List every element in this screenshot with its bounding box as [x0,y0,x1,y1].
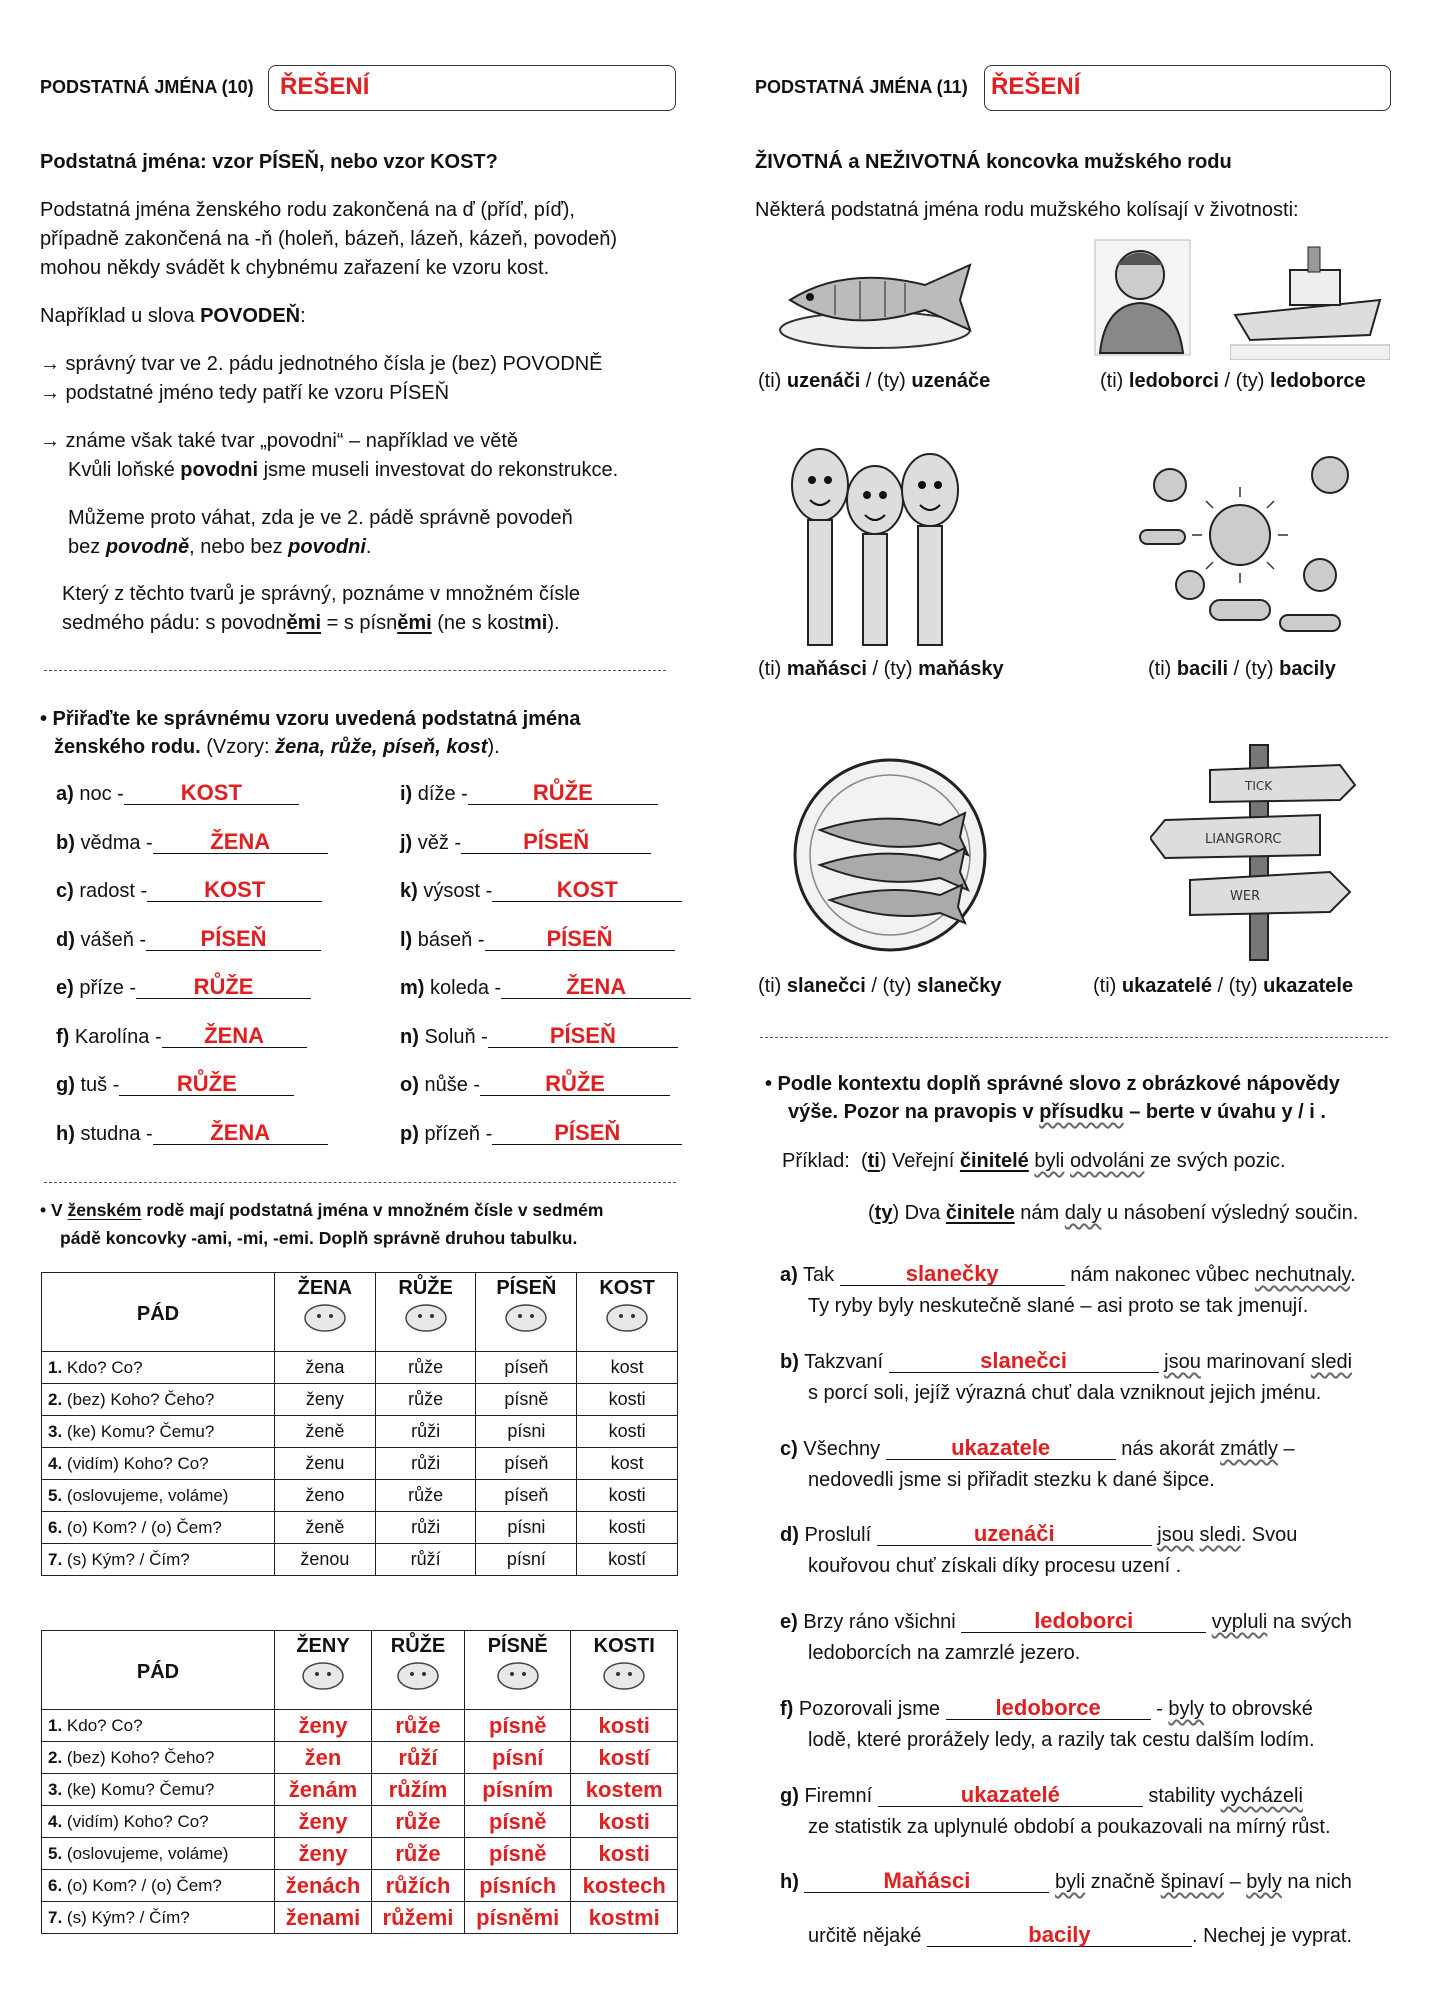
fill-answer[interactable]: slanečky [840,1263,1065,1286]
assign-answer[interactable]: KOST [492,879,682,902]
declension-cell[interactable]: růží [372,1742,465,1774]
fill-item: e) Brzy ráno všichni ledoborci vypluli na svých [780,1608,1352,1633]
declension-cell: písní [476,1544,577,1576]
intro-line-1: Podstatná jména ženského rodu zakončená na ď (příď, píď), [40,199,575,221]
hesitate-line-2: bez povodně, nebo bez povodni. [68,536,372,558]
assign-key: m) [400,977,425,999]
assign-key: b) [56,831,75,854]
caption-bacili: (ti) bacili / (ty) bacily [1148,658,1336,680]
fill-item: d) Proslulí uzenáči jsou sledi. Svou [780,1521,1298,1546]
case-label: 2. (bez) Koho? Čeho? [42,1384,275,1416]
declension-table-singular [41,1272,678,1576]
table-row [42,1902,678,1934]
pattern-icon [482,1300,570,1340]
fill-item-h: h) Maňásci byli značně špinaví – byly na nich [780,1868,1352,1893]
table-header-pattern: RŮŽE [375,1273,476,1352]
case-label: 3. (ke) Komu? Čemu? [42,1774,275,1806]
assign-word: věž - [417,831,462,854]
herrings-plate-icon [790,755,990,955]
declension-cell: kosti [577,1480,678,1512]
assign-key: o) [400,1074,419,1096]
fill-answer[interactable]: ukazatele [886,1437,1116,1460]
declension-cell: písně [476,1384,577,1416]
assign-answer[interactable]: ŽENA [501,976,691,999]
assign-row [400,828,651,855]
table-row [42,1416,678,1448]
declension-cell: kost [577,1448,678,1480]
hesitate-line-1: Můžeme proto váhat, zda je ve 2. pádě správně povodeň [68,507,573,529]
declension-cell[interactable]: kosti [571,1838,678,1870]
assign-row [56,1119,328,1146]
declension-cell: růže [375,1352,476,1384]
assign-row [56,1073,294,1097]
assign-key: j) [400,831,413,854]
assign-answer[interactable]: ŽENA [153,1122,328,1145]
assign-key: h) [56,1122,75,1145]
assign-word: koleda - [430,977,502,999]
assign-answer[interactable]: RŮŽE [480,1073,670,1096]
assign-key: k) [400,880,418,902]
assign-key: d) [56,928,75,951]
task1-line-2: ženského rodu. (Vzory: žena, růže, píseň, kost). [54,736,500,758]
table-row [42,1448,678,1480]
declension-cell: žena [275,1352,376,1384]
declension-cell[interactable]: růže [372,1710,465,1742]
assign-key: f) [56,1025,70,1048]
assign-key: c) [56,880,74,902]
fill-answer[interactable]: bacily [927,1924,1192,1947]
table-row [42,1742,678,1774]
sailor-icon [1085,235,1200,360]
intro-line-3: mohou někdy svádět k chybnému zařazení ke vzoru kost. [40,257,550,279]
table-header-pattern: ŽENY [275,1631,372,1710]
fill-item-line-2: kouřovou chuť získali díky procesu uzení . [808,1555,1182,1577]
fill-item-line-2: lodě, které prorážely ledy, a razily tak cestu dalším lodím. [808,1729,1315,1751]
fill-item: g) Firemní ukazatelé stability vycházeli [780,1782,1303,1807]
assign-word: vášeň - [80,928,147,951]
declension-cell: kosti [577,1512,678,1544]
case-label: 4. (vidím) Koho? Co? [42,1806,275,1838]
table-row [42,1710,678,1742]
assign-row [400,976,691,1000]
declension-cell: kost [577,1352,678,1384]
signpost-word-tick: TICK [1245,779,1273,793]
declension-cell[interactable]: růže [372,1838,465,1870]
declension-cell: ženu [275,1448,376,1480]
icebreaker-ship-icon [1230,235,1390,360]
assign-answer[interactable]: RŮŽE [468,782,658,805]
assign-row [56,879,322,903]
caption-uzenaci: (ti) uzenáči / (ty) uzenáče [758,370,991,392]
pattern-icon [378,1658,458,1698]
declension-cell[interactable]: písněmi [464,1902,570,1934]
fill-item: a) Tak slanečky nám nakonec vůbec nechutnaly. [780,1261,1356,1286]
table-header-case: PÁD [42,1631,275,1710]
declension-cell: růže [375,1384,476,1416]
assign-row [56,782,299,806]
declension-cell: kosti [577,1384,678,1416]
declension-cell[interactable]: žen [275,1742,372,1774]
case-label: 1. Kdo? Co? [42,1352,275,1384]
fill-answer[interactable]: ukazatelé [878,1784,1143,1807]
fill-answer[interactable]: uzenáči [877,1523,1152,1546]
assign-word: přízeň - [424,1122,493,1145]
declension-cell[interactable]: ženách [275,1870,372,1902]
assign-word: výsost - [423,880,493,902]
right-header-label: PODSTATNÁ JMÉNA (11) [755,77,968,97]
fill-item: b) Takzvaní slanečci jsou marinovaní sledi [780,1348,1353,1373]
fill-item-line-2: ze statistik za uplynulé období a poukazovali na mírný růst. [808,1816,1331,1838]
declension-cell[interactable]: kostmi [571,1902,678,1934]
declension-cell[interactable]: písním [464,1774,570,1806]
fill-item-line-2: Ty ryby byly neskutečně slané – asi proto se tak jmenují. [808,1295,1309,1317]
assign-word: díže - [417,783,468,805]
declension-cell: růži [375,1512,476,1544]
divider-3 [760,1037,1388,1038]
assign-word: příze - [79,977,137,999]
case-label: 7. (s) Kým? / Čím? [42,1544,275,1576]
pattern-icon [583,1300,671,1340]
right-header-solution: ŘEŠENÍ [991,73,1081,100]
table-header-case: PÁD [42,1273,275,1352]
declension-cell: růži [375,1448,476,1480]
case-label: 2. (bez) Koho? Čeho? [42,1742,275,1774]
assign-row [56,828,328,855]
declension-cell: ženou [275,1544,376,1576]
declension-cell[interactable]: ženám [275,1774,372,1806]
right-task-line-1: • Podle kontextu doplň správné slovo z obrázkové nápovědy [765,1073,1340,1095]
fill-item-line-2: nedovedli jsme si přiřadit stezku k dané šipce. [808,1469,1215,1491]
example-line-1: Příklad: (ti) Veřejní činitelé byli odvoláni ze svých pozic. [782,1150,1286,1172]
arrow-line-2: → podstatné jméno tedy patří ke vzoru PÍSEŇ [40,382,450,404]
assign-row [400,879,682,903]
assign-key: l) [400,928,413,951]
task1-line-1: • Přiřaďte ke správnému vzoru uvedená podstatná jména [40,708,581,730]
right-title: ŽIVOTNÁ a NEŽIVOTNÁ koncovka mužského rodu [755,151,1232,173]
declension-cell: růže [375,1480,476,1512]
pattern-icon [471,1658,564,1698]
assign-word: Karolína - [74,1025,162,1048]
case-label: 5. (oslovujeme, voláme) [42,1480,275,1512]
fill-item: c) Všechny ukazatele nás akorát zmátly – [780,1435,1295,1460]
declension-cell[interactable]: písně [464,1806,570,1838]
pattern-icon [382,1300,470,1340]
assign-answer[interactable]: KOST [147,879,322,902]
fill-item-h-line-2: určitě nějaké bacily . Nechej je vyprat. [808,1922,1353,1947]
table-header-pattern: ŽENA [275,1273,376,1352]
caption-ledoborci: (ti) ledoborci / (ty) ledoborce [1100,370,1366,392]
assign-answer[interactable]: PÍSEŇ [485,928,675,951]
fill-item-line-2: s porcí soli, jejíž výrazná chuť dala vzniknout jejich jménu. [808,1382,1322,1404]
case-label: 4. (vidím) Koho? Co? [42,1448,275,1480]
assign-key: g) [56,1074,75,1096]
signpost-word-wer: WER [1230,889,1261,904]
fill-item-line-2: ledoborcích na zamrzlé jezero. [808,1642,1081,1664]
declension-cell[interactable]: písní [464,1742,570,1774]
table-header-pattern: PÍSEŇ [476,1273,577,1352]
assign-word: vědma - [80,831,153,854]
fill-answer[interactable]: Maňásci [804,1870,1049,1893]
pattern-icon [577,1658,671,1698]
assign-answer[interactable]: PÍSEŇ [492,1122,682,1145]
table-row [42,1544,678,1576]
declension-cell: písni [476,1416,577,1448]
table-row [42,1870,678,1902]
case-label: 7. (s) Kým? / Čím? [42,1902,275,1934]
assign-answer[interactable]: RŮŽE [136,976,311,999]
assign-answer[interactable]: PÍSEŇ [461,831,651,854]
declension-table-plural [41,1630,678,1934]
declension-cell[interactable]: růžemi [372,1902,465,1934]
declension-cell[interactable]: růžích [372,1870,465,1902]
assign-answer[interactable]: KOST [124,782,299,805]
assign-row [400,1073,670,1097]
divider-1 [44,670,666,671]
signpost-icon [1150,740,1370,965]
table-row [42,1512,678,1544]
assign-row [56,976,311,1000]
assign-key: i) [400,783,413,805]
assign-word: báseň - [417,928,485,951]
assign-word: radost - [79,880,148,902]
caption-ukazatele: (ti) ukazatelé / (ty) ukazatele [1093,975,1354,997]
left-header-solution: ŘEŠENÍ [280,73,370,100]
task2-line-2: pádě koncovky -ami, -mi, -emi. Doplň správně druhou tabulku. [60,1228,578,1248]
table-row [42,1806,678,1838]
left-header-label: PODSTATNÁ JMÉNA (10) [40,77,254,97]
declension-cell[interactable]: kostem [571,1774,678,1806]
assign-key: e) [56,977,74,999]
declension-cell: růží [375,1544,476,1576]
assign-key: n) [400,1025,419,1048]
which-line-2: sedmého pádu: s povodněmi = s písněmi (ne s kostmi). [62,612,560,634]
intro-title: Podstatná jména: vzor PÍSEŇ, nebo vzor KOST? [40,151,498,173]
table-header-pattern: KOSTI [571,1631,678,1710]
task2-line-1: • V ženském rodě mají podstatná jména v množném čísle v sedmém [40,1200,604,1220]
assign-answer[interactable]: ŽENA [153,831,328,854]
declension-cell[interactable]: růžím [372,1774,465,1806]
case-label: 3. (ke) Komu? Čemu? [42,1416,275,1448]
which-line-1: Který z těchto tvarů je správný, poznáme v množném čísle [62,583,580,605]
declension-cell[interactable]: písně [464,1838,570,1870]
divider-2 [44,1182,676,1183]
table-header-pattern: KOST [577,1273,678,1352]
signpost-word-liangrorc: LIANGRORC [1205,832,1282,847]
declension-cell[interactable]: ženy [275,1838,372,1870]
table-header-pattern: RŮŽE [372,1631,465,1710]
declension-cell: písni [476,1512,577,1544]
declension-cell: píseň [476,1352,577,1384]
declension-cell: kostí [577,1544,678,1576]
declension-cell[interactable]: písně [464,1710,570,1742]
assign-word: studna - [80,1122,153,1145]
declension-cell: ženy [275,1384,376,1416]
declension-cell[interactable]: ženy [275,1710,372,1742]
table-row [42,1384,678,1416]
declension-cell: kosti [577,1416,678,1448]
fill-answer[interactable]: ledoborce [946,1697,1151,1720]
puppets-icon [780,430,970,650]
declension-cell: píseň [476,1480,577,1512]
declension-cell: růži [375,1416,476,1448]
right-subtitle: Některá podstatná jména rodu mužského kolísají v životnosti: [755,199,1299,221]
assign-word: nůše - [424,1074,481,1096]
table-header-pattern: PÍSNĚ [464,1631,570,1710]
assign-answer[interactable]: RŮŽE [119,1073,294,1096]
assign-key: p) [400,1122,419,1145]
example-line-2: (ty) Dva činitele nám daly u násobení výsledný součin. [868,1202,1359,1224]
assign-row [400,1119,682,1146]
declension-cell: ženo [275,1480,376,1512]
arrow-line-1: → správný tvar ve 2. pádu jednotného čísla je (bez) POVODNĚ [40,353,603,375]
assign-word: Soluň - [424,1025,488,1048]
fill-answer[interactable]: ledoborci [961,1610,1206,1633]
pattern-icon [281,1300,369,1340]
declension-cell[interactable]: písních [464,1870,570,1902]
declension-cell[interactable]: kostech [571,1870,678,1902]
declension-cell[interactable]: kosti [571,1806,678,1838]
assign-row [56,925,321,952]
declension-cell[interactable]: kosti [571,1710,678,1742]
case-label: 6. (o) Kom? / (o) Čem? [42,1870,275,1902]
declension-cell[interactable]: ženami [275,1902,372,1934]
assign-word: tuš - [80,1074,120,1096]
assign-row [400,782,658,806]
declension-cell[interactable]: růže [372,1806,465,1838]
declension-cell[interactable]: ženy [275,1806,372,1838]
declension-cell: ženě [275,1512,376,1544]
fill-item: f) Pozorovali jsme ledoborce - byly to obrovské [780,1695,1313,1720]
table-row [42,1774,678,1806]
assign-key: a) [56,783,74,805]
example-sentence: Kvůli loňské povodni jsme museli investovat do rekonstrukce. [68,459,619,481]
fish-plate-icon [765,245,985,355]
table-row [42,1480,678,1512]
assign-row [56,1022,307,1049]
case-label: 5. (oslovujeme, voláme) [42,1838,275,1870]
declension-cell[interactable]: kostí [571,1742,678,1774]
table-row [42,1838,678,1870]
caption-slanecci: (ti) slanečci / (ty) slanečky [758,975,1002,997]
assign-row [400,1022,678,1049]
assign-answer[interactable]: PÍSEŇ [146,928,321,951]
assign-answer[interactable]: ŽENA [162,1025,307,1048]
case-label: 1. Kdo? Co? [42,1710,275,1742]
right-task-line-2: výše. Pozor na pravopis v přísudku – berte v úvahu y / i . [788,1101,1326,1123]
bacteria-icon [1130,435,1370,645]
declension-cell: píseň [476,1448,577,1480]
assign-answer[interactable]: PÍSEŇ [488,1025,678,1048]
case-label: 6. (o) Kom? / (o) Čem? [42,1512,275,1544]
intro-line-2: případně zakončená na -ň (holeň, bázeň, lázeň, kázeň, povodeň) [40,228,618,250]
fill-answer[interactable]: slanečci [889,1350,1159,1373]
declension-cell: ženě [275,1416,376,1448]
assign-word: noc - [79,783,124,805]
pattern-icon [281,1658,365,1698]
table-row [42,1352,678,1384]
caption-manasci: (ti) maňásci / (ty) maňásky [758,658,1004,680]
assign-row [400,925,675,952]
example-intro: Například u slova POVODEŇ: [40,305,306,327]
arrow-line-3: → známe však také tvar „povodni“ – například ve větě [40,430,519,452]
